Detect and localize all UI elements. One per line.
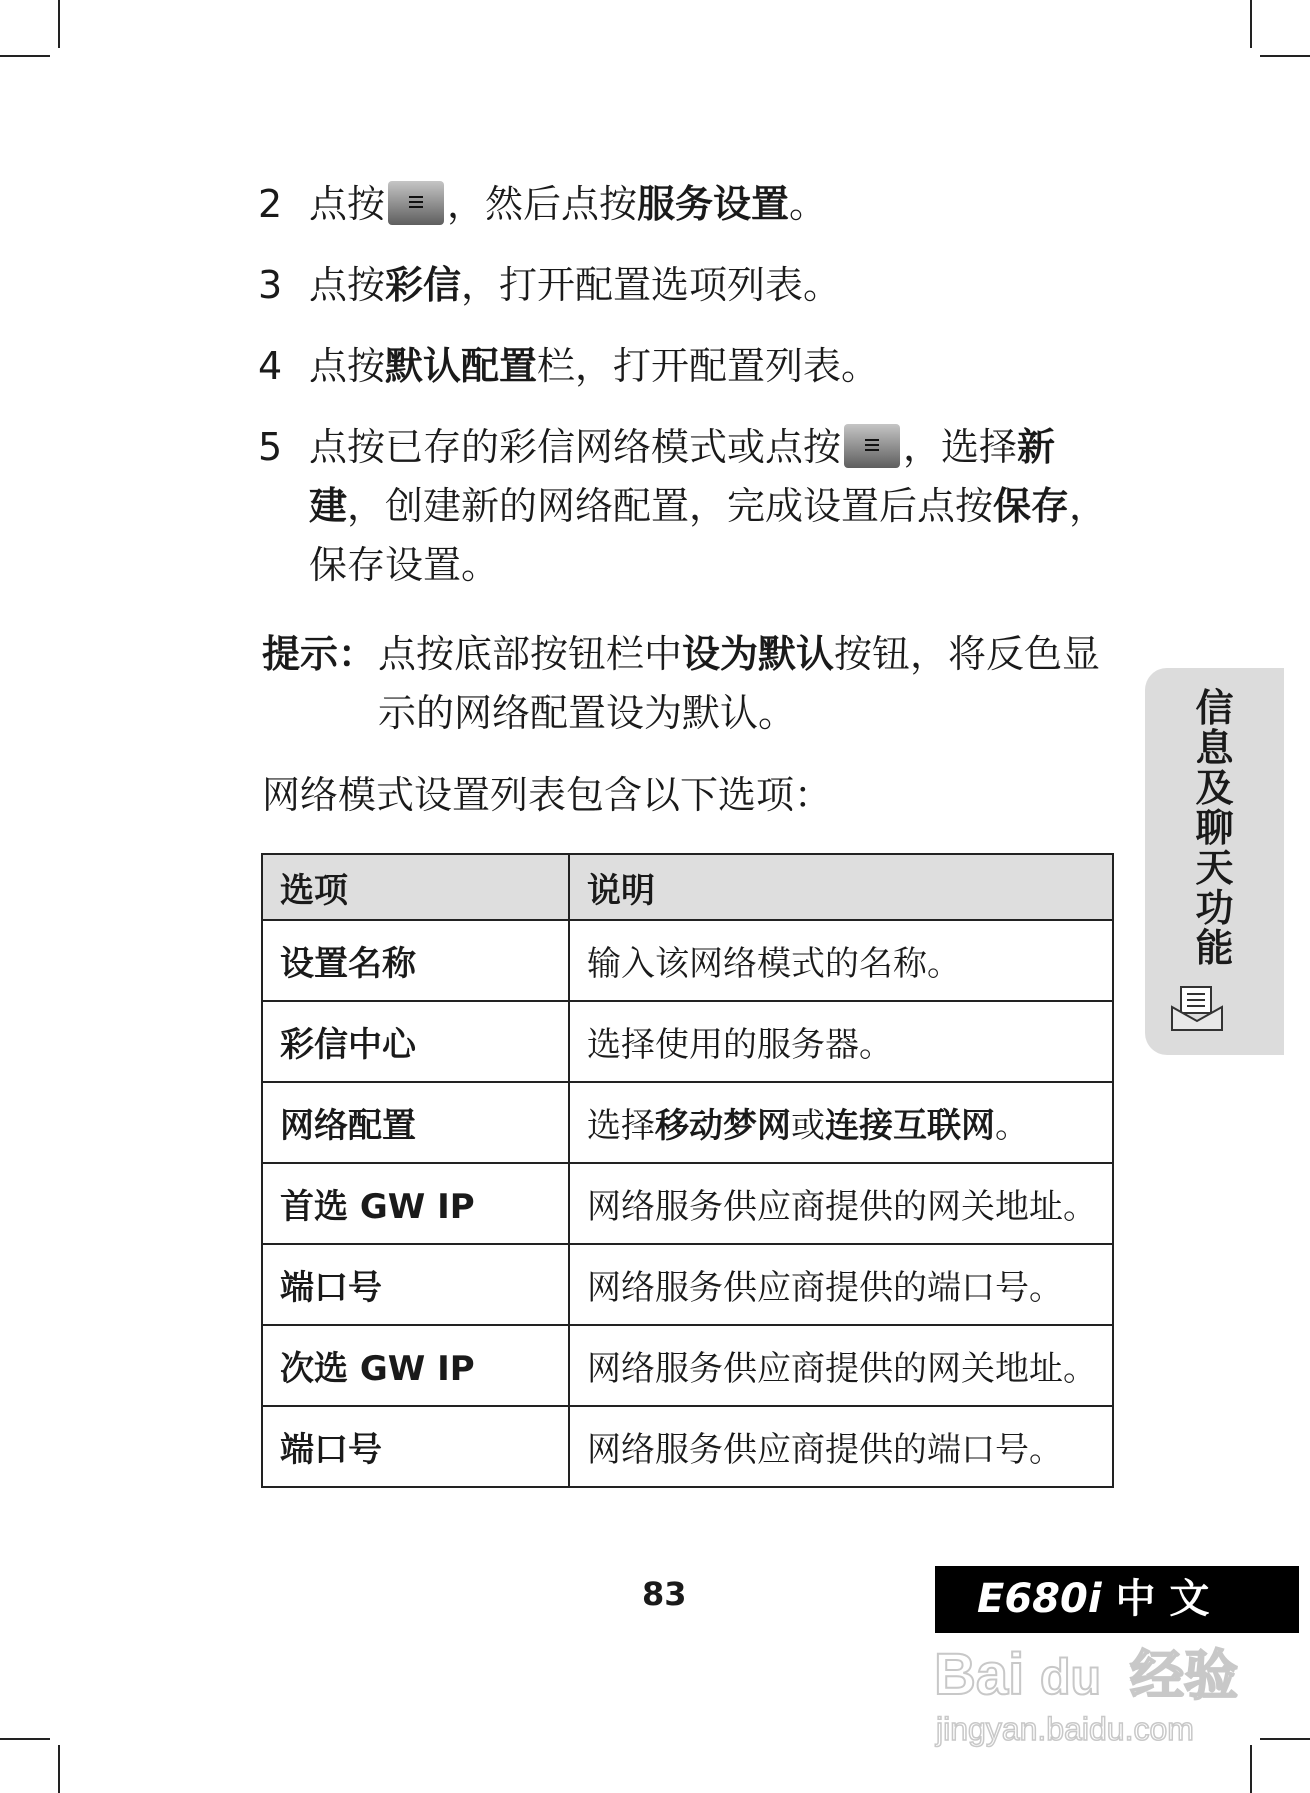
- watermark-brand: Bai: [934, 1642, 1025, 1707]
- description-cell: 网络服务供应商提供的端口号。: [569, 1244, 1113, 1325]
- header-description: 说明: [569, 854, 1113, 920]
- tip-note: [262, 625, 1118, 743]
- option-cell: 端口号: [262, 1406, 569, 1487]
- table-row: [262, 1244, 1113, 1325]
- mail-icon: [1169, 985, 1225, 1033]
- table-row: [262, 920, 1113, 1001]
- step-number: 5: [258, 425, 283, 469]
- description-cell: 网络服务供应商提供的端口号。: [569, 1406, 1113, 1487]
- description-cell: 输入该网络模式的名称。: [569, 920, 1113, 1001]
- crop-mark: [58, 1745, 60, 1793]
- table-row: [262, 1001, 1113, 1082]
- option-cell: 首选 GW IP: [262, 1163, 569, 1244]
- crop-mark: [0, 55, 50, 57]
- table-row: [262, 1163, 1113, 1244]
- option-cell: 彩信中心: [262, 1001, 569, 1082]
- step-number: 4: [258, 344, 283, 388]
- crop-mark: [58, 0, 60, 48]
- page-number: 83: [642, 1575, 687, 1613]
- menu-icon: [388, 181, 444, 225]
- chapter-label: 信息及聊天功能: [1195, 685, 1234, 970]
- table-row: [262, 1406, 1113, 1487]
- baidu-watermark: [930, 1632, 1290, 1752]
- step-2: [258, 175, 1118, 234]
- options-table: [261, 853, 1114, 1488]
- crop-mark: [0, 1738, 50, 1740]
- table-header-row: [262, 854, 1113, 920]
- step-4: [258, 337, 1118, 396]
- option-cell: 设置名称: [262, 920, 569, 1001]
- description-cell: 选择使用的服务器。: [569, 1001, 1113, 1082]
- table-row: [262, 1325, 1113, 1406]
- description-cell: 网络服务供应商提供的网关地址。: [569, 1163, 1113, 1244]
- table-intro: 网络模式设置列表包含以下选项：: [262, 773, 833, 817]
- watermark-url: jingyan.baidu.com: [936, 1711, 1194, 1747]
- header-option: 选项: [262, 854, 569, 920]
- steps-list: [258, 175, 1118, 617]
- step-text: 点按已存的彩信网络模式或点按 ，选择新建，创建新的网络配置，完成设置后点按保存，保存设置。: [309, 425, 1108, 587]
- tip-label: 提示：: [262, 632, 377, 676]
- crop-mark: [1250, 1745, 1252, 1793]
- description-cell: 选择移动梦网或连接互联网。: [569, 1082, 1113, 1163]
- step-text: 点按 ，然后点按服务设置。: [309, 182, 828, 226]
- step-text: 点按彩信，打开配置选项列表。: [309, 263, 842, 307]
- step-number: 3: [258, 263, 283, 307]
- table-row: [262, 1082, 1113, 1163]
- option-cell: 网络配置: [262, 1082, 569, 1163]
- step-number: 2: [258, 182, 283, 226]
- watermark-brand2: du: [1040, 1649, 1102, 1705]
- watermark-suffix: 经验: [1130, 1644, 1238, 1707]
- tip-text: 点按底部按钮栏中设为默认按钮，将反色显示的网络配置设为默认。: [378, 632, 1101, 735]
- option-cell: 端口号: [262, 1244, 569, 1325]
- menu-icon: [844, 424, 900, 468]
- description-cell: 网络服务供应商提供的网关地址。: [569, 1325, 1113, 1406]
- option-cell: 次选 GW IP: [262, 1325, 569, 1406]
- model-banner: E680i 中 文: [935, 1566, 1299, 1633]
- step-3: [258, 256, 1118, 315]
- step-5: [258, 418, 1118, 595]
- step-text: 点按默认配置栏，打开配置列表。: [309, 344, 880, 388]
- crop-mark: [1260, 55, 1310, 57]
- crop-mark: [1250, 0, 1252, 48]
